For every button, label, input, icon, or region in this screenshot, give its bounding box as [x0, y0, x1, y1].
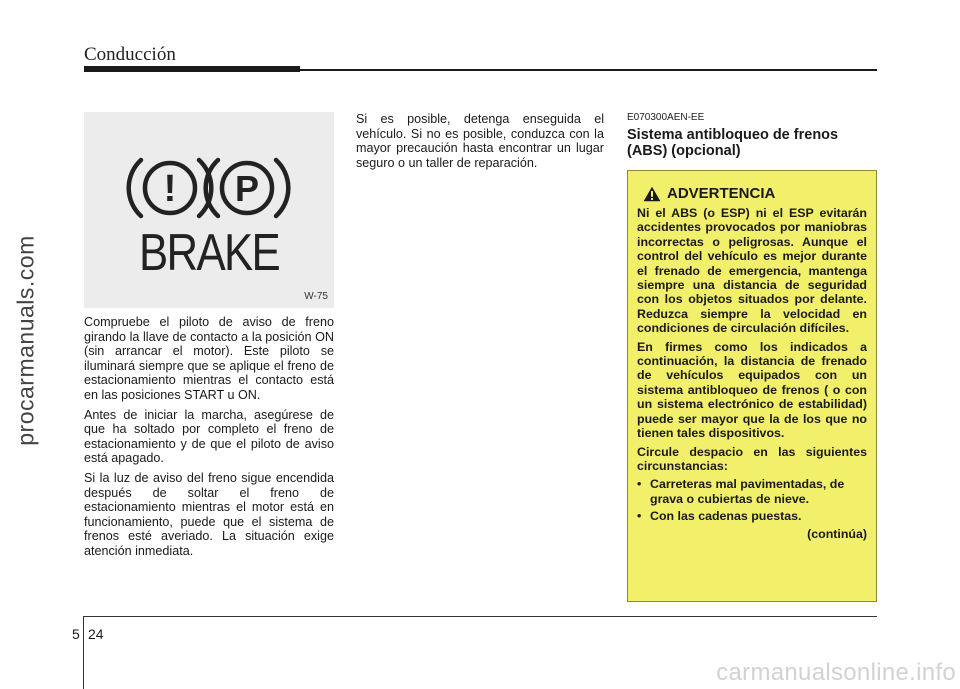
page-header-title: Conducción	[84, 44, 176, 65]
bullet-icon: •	[637, 477, 642, 492]
warning-list	[637, 477, 867, 523]
body-paragraph: Si es posible, detenga enseguida el vehículo. Si no es posible, conduzca con la mayor precaución hasta encontrar un lugar seguro o un taller de reparación.	[356, 112, 604, 170]
bullet-icon: •	[637, 509, 642, 524]
continues-label: (continúa)	[807, 526, 867, 541]
figure-code: W-75	[304, 291, 328, 302]
list-item	[637, 509, 867, 523]
bottom-watermark: carmanualsonline.info	[716, 659, 956, 686]
brake-warning-figure	[84, 112, 334, 308]
warning-paragraph: En firmes como los indicados a continuación, la distancia de frenado de vehículos equipados con un sistema antibloqueo de frenos ( o con un sistema electrónico de estabilidad) puede ser mayor que la de los que no tienen tales dispositivos.	[637, 339, 867, 441]
section-title: Sistema antibloqueo de frenos (ABS) (opcional)	[627, 127, 839, 159]
list-item-text: Con las cadenas puestas.	[650, 509, 802, 524]
warning-triangle-icon	[643, 186, 661, 202]
side-watermark-text: procarmanuals.com	[12, 234, 39, 446]
section-code: E070300AEN-EE	[627, 112, 705, 123]
column-2	[356, 112, 604, 175]
column-1	[84, 315, 334, 564]
header-rule	[300, 69, 877, 71]
footer-rule	[84, 616, 877, 617]
body-paragraph: Compruebe el piloto de aviso de freno girando la llave de contacto a la posición ON (sin arrancar el motor). Este piloto se iluminará siempre que se aplique el freno de estacionamiento mientras el contacto está en las posiciones START u ON.	[84, 315, 334, 402]
list-item-text: Carreteras mal pavimentadas, de grava o cubiertas de nieve.	[650, 477, 845, 506]
exclamation-symbol: !	[163, 168, 177, 210]
list-item	[637, 477, 867, 506]
warning-box	[627, 170, 877, 602]
brake-warning-illustration	[84, 112, 334, 308]
parking-brake-icon	[206, 160, 289, 216]
warning-title: ADVERTENCIA	[667, 185, 776, 202]
warning-paragraph: Ni el ABS (o ESP) ni el ESP evitarán accidentes provocados por maniobras incorrectas o peligrosas. Aunque el control del vehículo es mejor durante el frenado de emergencia, mantenga siempre una distancia de seguridad con los objetos situados por delante. Reduzca siempre la velocidad en condiciones de circulación difíciles.	[637, 206, 867, 336]
brake-warning-icon	[129, 160, 212, 216]
p-symbol: P	[234, 168, 260, 209]
warning-paragraph: Circule despacio en las siguientes circunstancias:	[637, 444, 867, 473]
body-paragraph: Si la luz de aviso del freno sigue encendida después de soltar el freno de estacionamiento mientras el motor está en funcionamiento, puede que el sistema de frenos esté averiado. La situación exige atención inmediata.	[84, 470, 334, 558]
warning-header	[643, 185, 867, 202]
side-watermark	[6, 150, 46, 530]
chapter-number: 5	[72, 626, 80, 642]
page-number: 24	[88, 626, 104, 642]
body-paragraph: Antes de iniciar la marcha, asegúrese de que ha soltado por completo el freno de estacionamiento y de que el piloto de aviso está apagado.	[84, 407, 334, 466]
footer-divider	[83, 616, 84, 689]
header-bar	[84, 66, 300, 72]
brake-label: BRAKE	[139, 224, 280, 282]
